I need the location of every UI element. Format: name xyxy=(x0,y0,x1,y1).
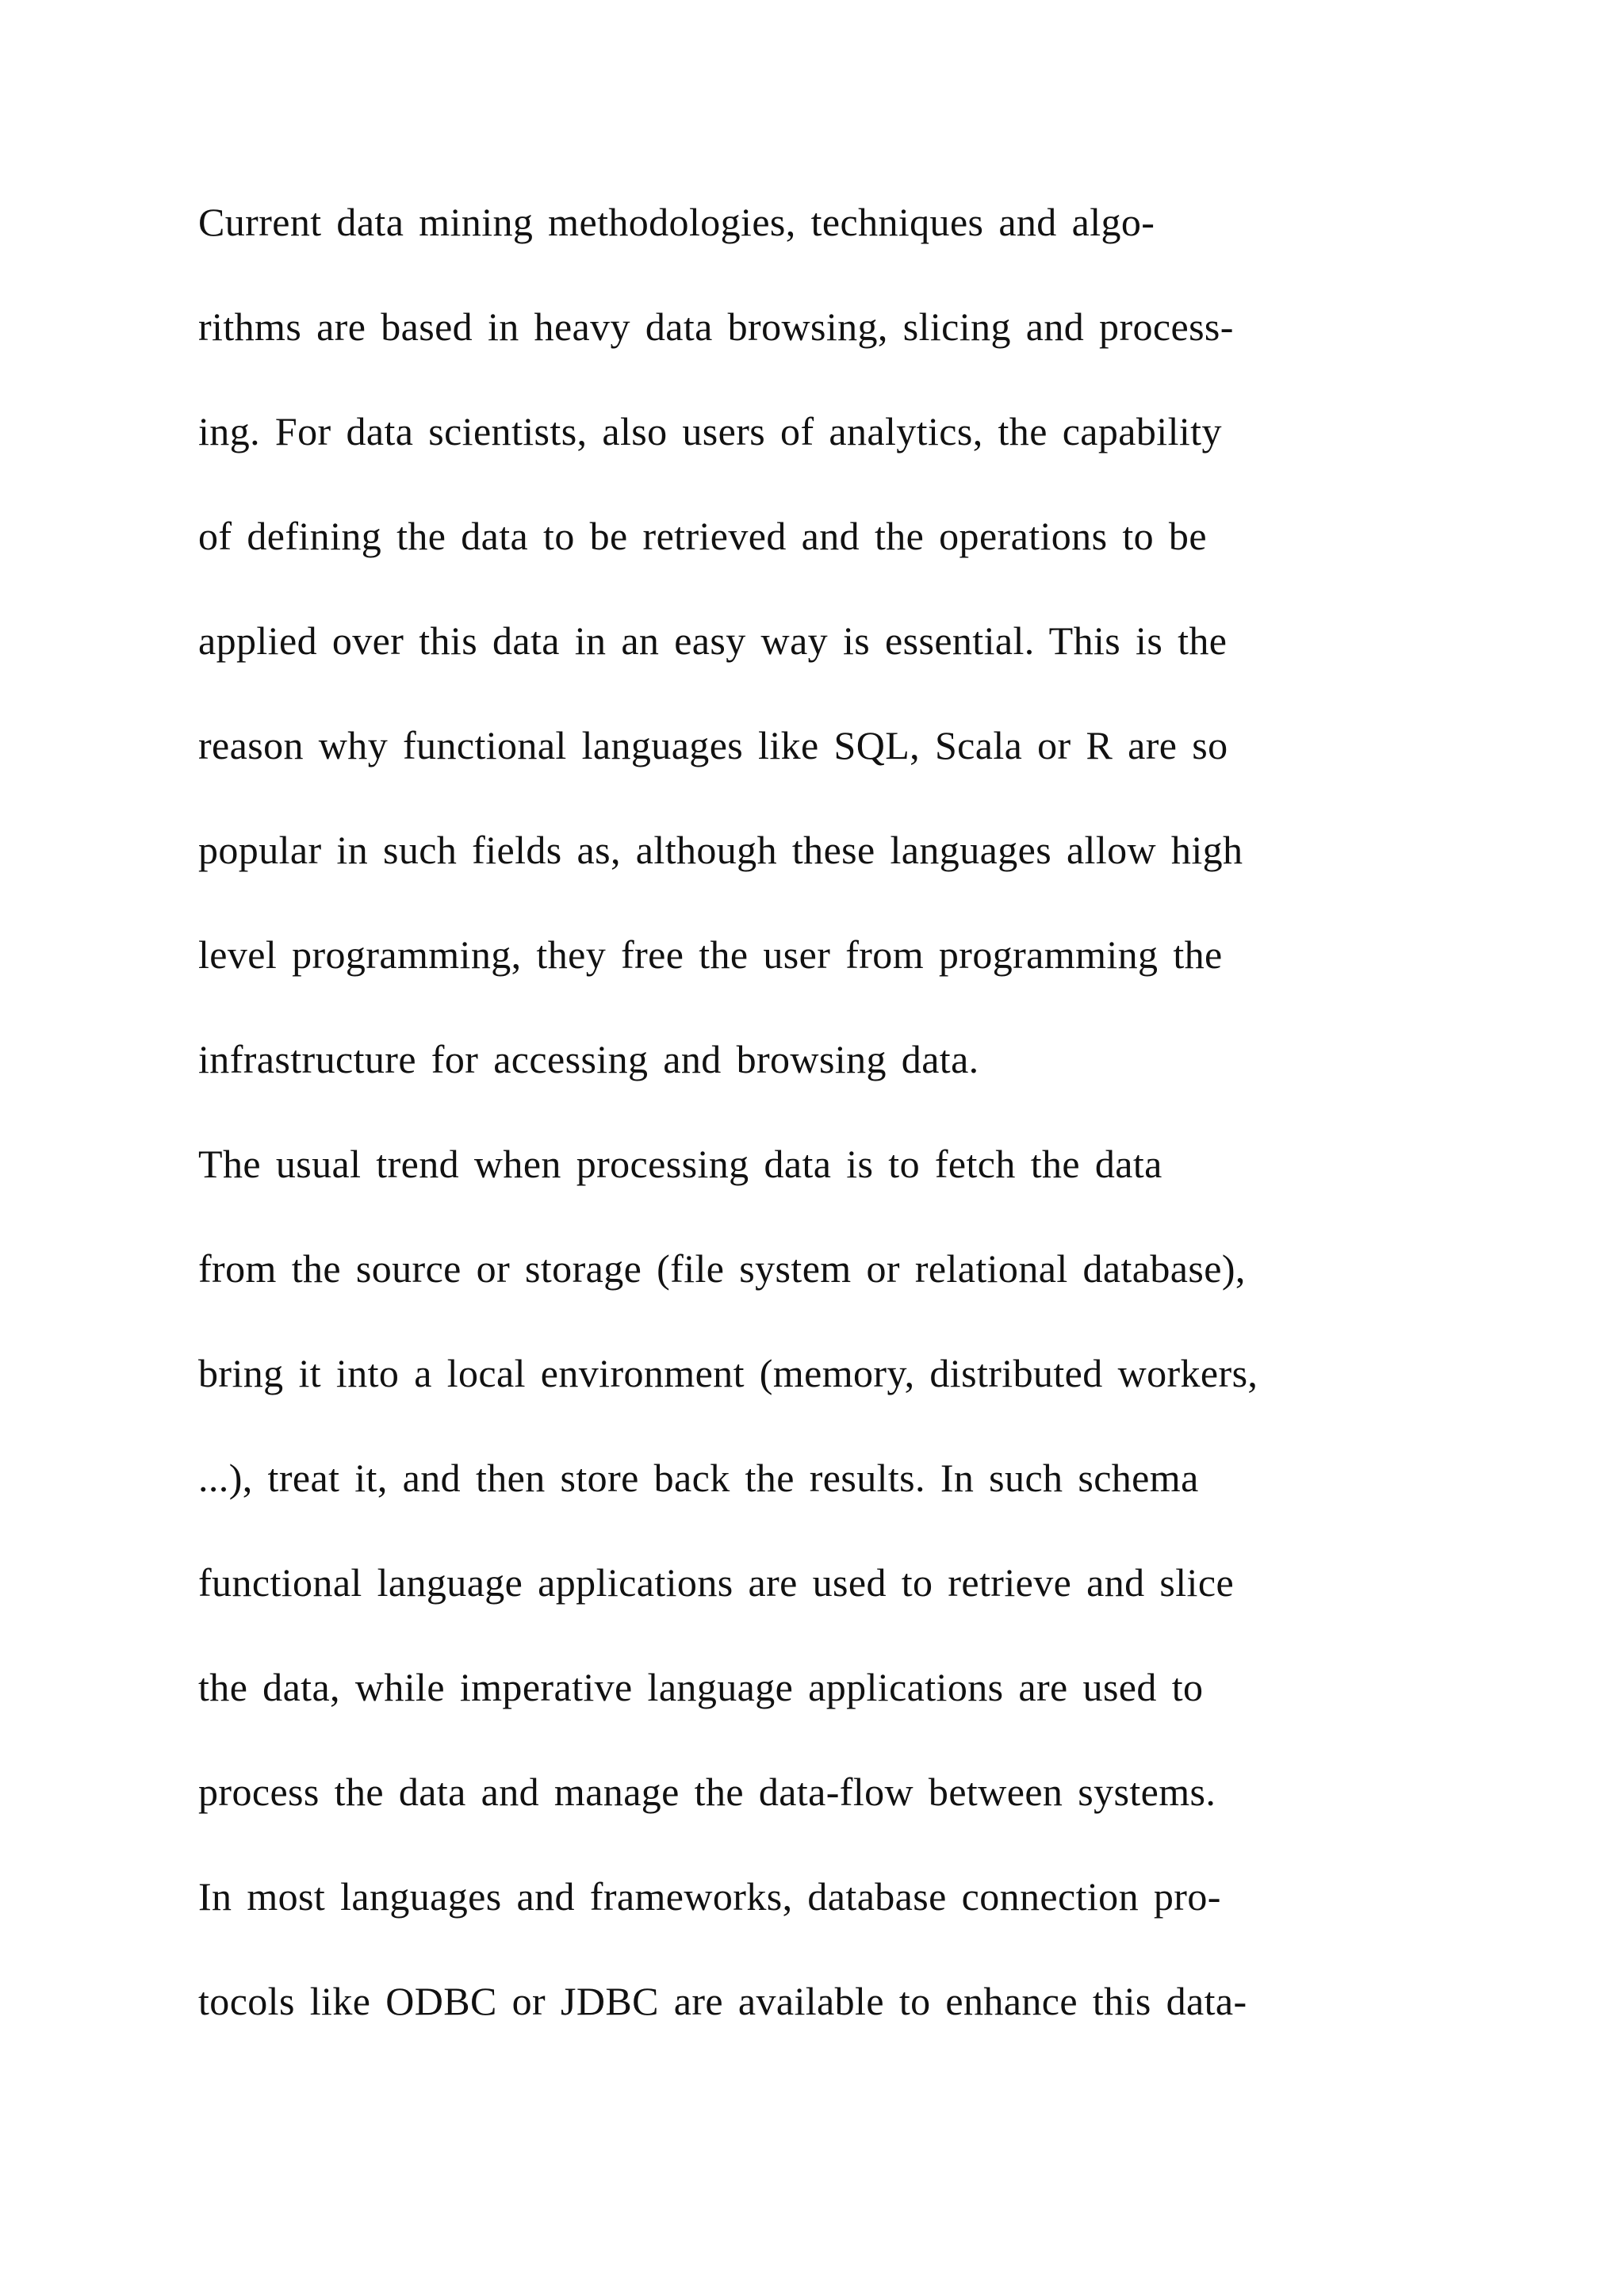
text-line: In most languages and frameworks, database connection pro- xyxy=(198,1874,1221,1919)
text-line: rithms are based in heavy data browsing, slicing and process- xyxy=(198,304,1234,349)
text-line: of defining the data to be retrieved and the operations to be xyxy=(198,514,1207,558)
text-line: infrastructure for accessing and browsing data. xyxy=(198,1037,979,1081)
text-line: ...), treat it, and then store back the results. In such schema xyxy=(198,1456,1199,1500)
text-line: ing. For data scientists, also users of analytics, the capability xyxy=(198,409,1222,453)
text-line: The usual trend when processing data is to fetch the data xyxy=(198,1142,1162,1186)
text-line: applied over this data in an easy way is essential. This is the xyxy=(198,618,1228,663)
text-line: functional language applications are used to retrieve and slice xyxy=(198,1560,1235,1605)
body-text xyxy=(198,193,1507,2077)
text-line: process the data and manage the data-flow between systems. xyxy=(198,1770,1216,1814)
text-line: tocols like ODBC or JDBC are available to enhance this data- xyxy=(198,1979,1247,2023)
text-line: the data, while imperative language applications are used to xyxy=(198,1665,1204,1709)
text-line: level programming, they free the user from programming the xyxy=(198,932,1223,977)
text-line: Current data mining methodologies, techniques and algo- xyxy=(198,200,1155,244)
text-line: from the source or storage (file system or relational database), xyxy=(198,1246,1246,1291)
text-line: bring it into a local environment (memory, distributed workers, xyxy=(198,1351,1258,1395)
text-line: popular in such fields as, although these languages allow high xyxy=(198,828,1243,872)
text-line: reason why functional languages like SQL, Scala or R are so xyxy=(198,723,1228,767)
